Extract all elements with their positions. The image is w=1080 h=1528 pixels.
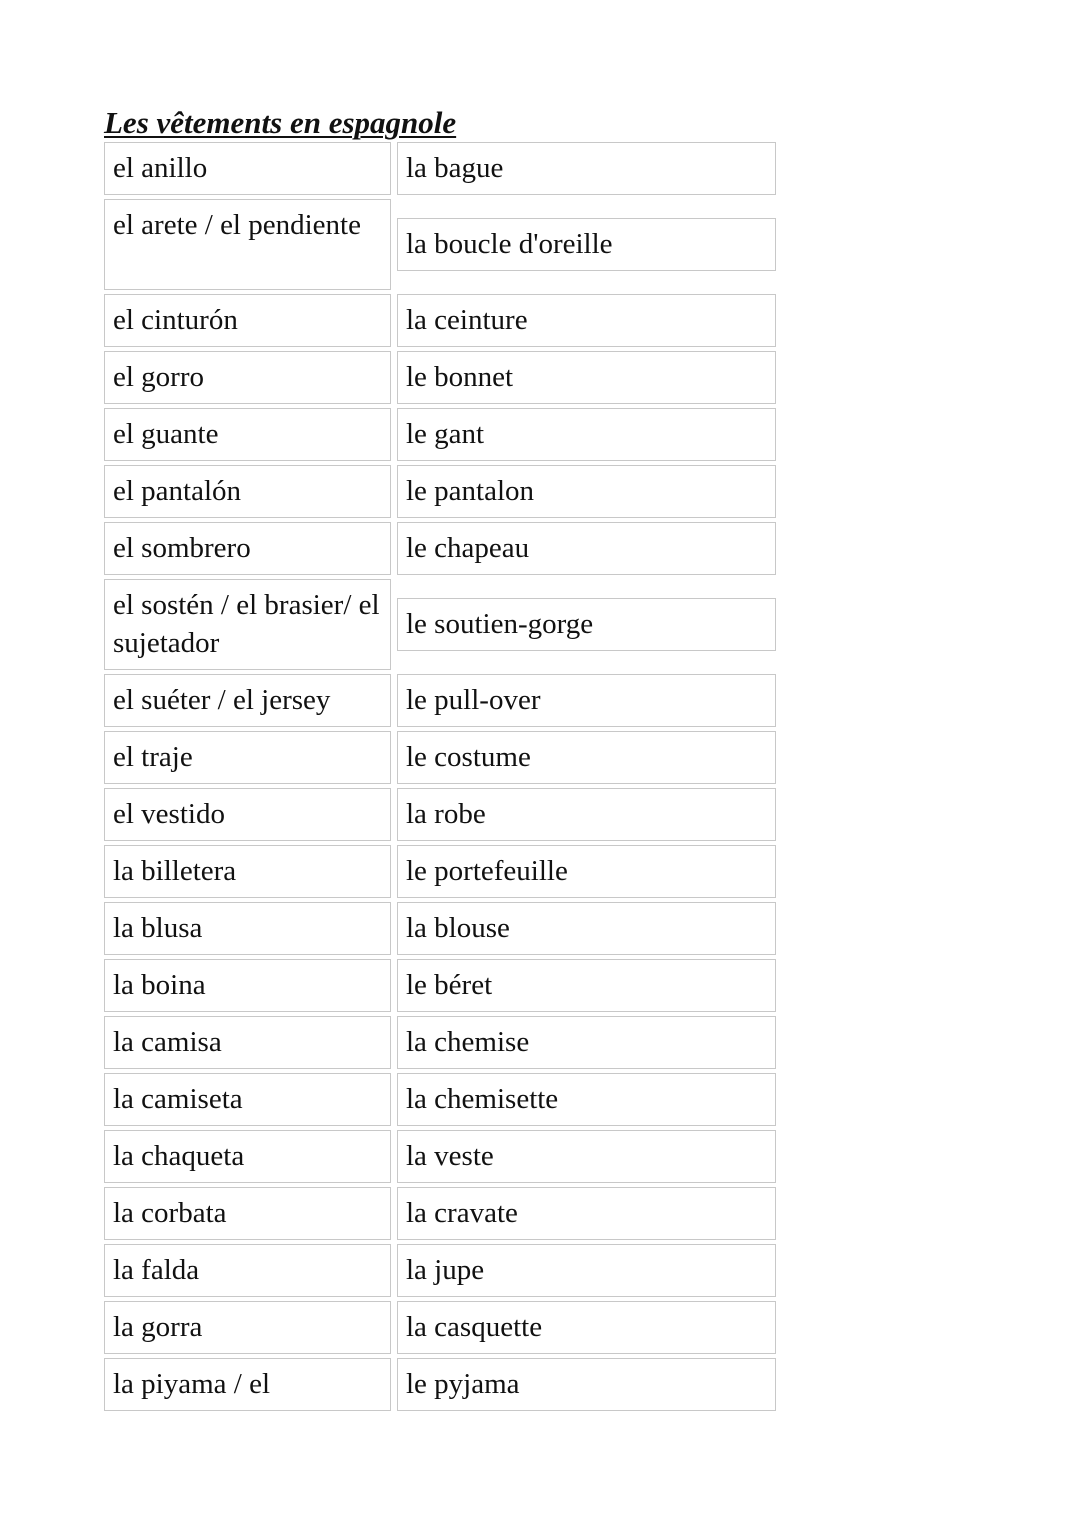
spanish-term: la piyama / el — [104, 1358, 391, 1411]
spanish-term: la boina — [104, 959, 391, 1012]
spanish-term: el suéter / el jersey — [104, 674, 391, 727]
french-translation: le costume — [397, 731, 776, 784]
spanish-term: el anillo — [104, 142, 391, 195]
spanish-term: el traje — [104, 731, 391, 784]
french-translation: le béret — [397, 959, 776, 1012]
french-translation: la jupe — [397, 1244, 776, 1297]
spanish-term: la camisa — [104, 1016, 391, 1069]
french-translation: la blouse — [397, 902, 776, 955]
french-translation: le pull-over — [397, 674, 776, 727]
table-row — [104, 199, 776, 290]
table-row — [104, 142, 776, 195]
french-translation: la cravate — [397, 1187, 776, 1240]
french-translation: la chemise — [397, 1016, 776, 1069]
spanish-term: el pantalón — [104, 465, 391, 518]
table-row — [104, 731, 776, 784]
french-translation: la ceinture — [397, 294, 776, 347]
french-translation: le pyjama — [397, 1358, 776, 1411]
french-translation: le pantalon — [397, 465, 776, 518]
spanish-term: la chaqueta — [104, 1130, 391, 1183]
table-row — [104, 1130, 776, 1183]
french-translation: la veste — [397, 1130, 776, 1183]
spanish-term: el sostén / el brasier/ el sujetador — [104, 579, 391, 670]
table-row — [104, 1244, 776, 1297]
spanish-term: el vestido — [104, 788, 391, 841]
spanish-term: el arete / el pendiente — [104, 199, 391, 290]
table-row — [104, 845, 776, 898]
spanish-term: el sombrero — [104, 522, 391, 575]
table-row — [104, 959, 776, 1012]
french-translation: le chapeau — [397, 522, 776, 575]
table-row — [104, 1073, 776, 1126]
spanish-term: la camiseta — [104, 1073, 391, 1126]
spanish-term: la falda — [104, 1244, 391, 1297]
french-translation: la robe — [397, 788, 776, 841]
french-translation: le portefeuille — [397, 845, 776, 898]
spanish-term: la billetera — [104, 845, 391, 898]
table-row — [104, 902, 776, 955]
spanish-term: el cinturón — [104, 294, 391, 347]
table-row — [104, 674, 776, 727]
table-row — [104, 465, 776, 518]
table-row — [104, 1358, 776, 1411]
french-translation: le soutien-gorge — [397, 598, 776, 651]
table-row — [104, 788, 776, 841]
table-row — [104, 351, 776, 404]
french-translation: la boucle d'oreille — [397, 218, 776, 271]
spanish-term: el guante — [104, 408, 391, 461]
french-translation: la bague — [397, 142, 776, 195]
table-row — [104, 294, 776, 347]
table-row — [104, 1016, 776, 1069]
spanish-term: la corbata — [104, 1187, 391, 1240]
vocabulary-table — [104, 142, 776, 1415]
table-row — [104, 522, 776, 575]
french-translation: le gant — [397, 408, 776, 461]
french-translation: la casquette — [397, 1301, 776, 1354]
table-row — [104, 579, 776, 670]
table-row — [104, 1301, 776, 1354]
spanish-term: la blusa — [104, 902, 391, 955]
spanish-term: el gorro — [104, 351, 391, 404]
table-row — [104, 408, 776, 461]
french-translation: la chemisette — [397, 1073, 776, 1126]
page-title: Les vêtements en espagnole — [104, 105, 457, 140]
french-translation: le bonnet — [397, 351, 776, 404]
table-row — [104, 1187, 776, 1240]
spanish-term: la gorra — [104, 1301, 391, 1354]
